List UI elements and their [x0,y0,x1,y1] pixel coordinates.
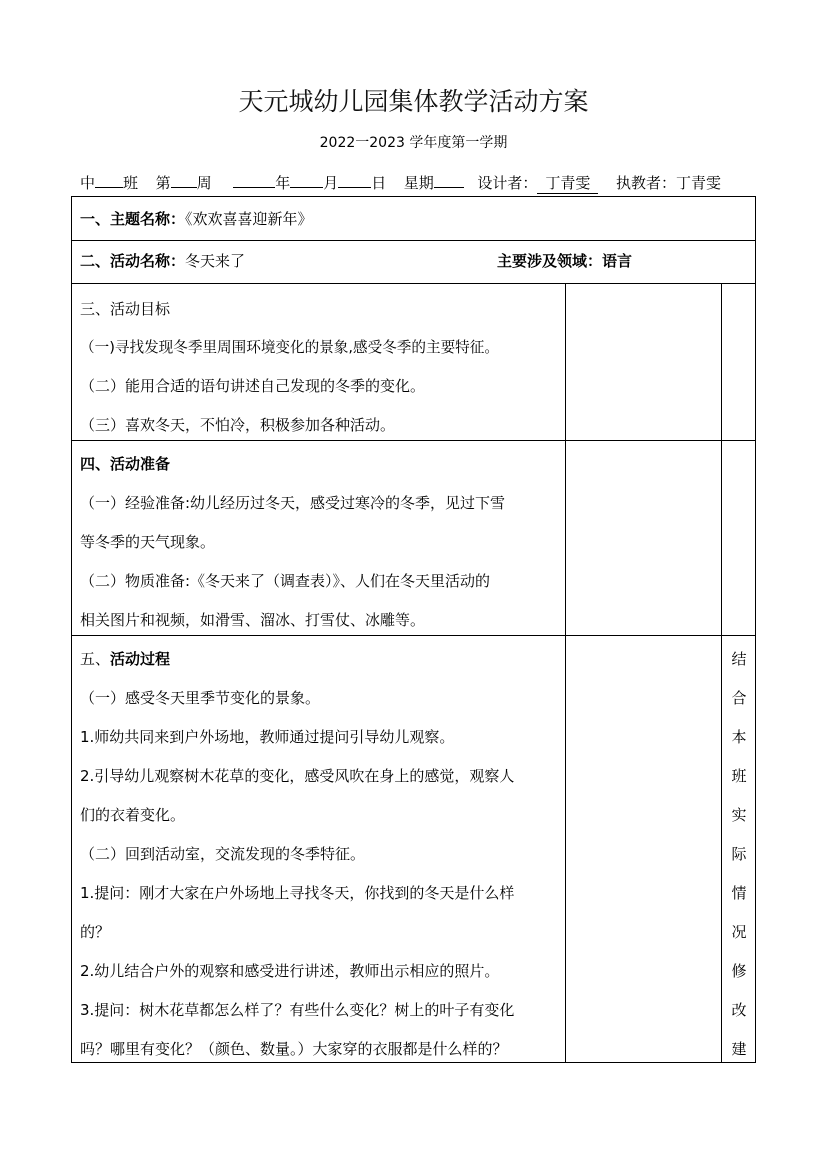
weekday-blank[interactable] [434,172,464,188]
table-border-top [71,196,756,197]
objective-line: （二）能用合适的语句讲述自己发现的冬季的变化。 [80,377,426,395]
process-line: 吗？哪里有变化？（颜色、数量。）大家穿的衣服都是什么样的？ [80,1040,508,1058]
side-note-char: 本 [731,728,747,746]
table-border-bottom [71,1062,756,1063]
theme-value: 《欢欢喜喜迎新年》 [185,210,313,228]
weekday-label: 星期 [403,174,434,192]
row-divider [71,440,756,441]
side-note-char: 修 [731,962,747,980]
day-label: 日 [371,174,387,192]
week-blank[interactable] [171,172,197,188]
side-note-char: 合 [731,689,747,707]
process-line: 2.引导幼儿观察树木花草的变化，感受风吹在身上的感觉，观察人 [80,767,515,785]
theme-row [80,209,313,229]
class-prefix: 中 [80,174,96,192]
preparation-line: 相关图片和视频，如滑雪、溜冰、打雪仗、冰雕等。 [80,611,426,629]
objectives-heading: 三、活动目标 [80,300,171,318]
domain-label: 主要涉及领域： [497,252,603,270]
year-blank[interactable] [233,172,275,188]
activity-row [80,251,245,271]
row-divider [71,635,756,636]
class-suffix: 班 [123,174,139,192]
process-line: （二）回到活动室，交流发现的冬季特征。 [80,845,366,863]
table-border-left [71,196,72,1063]
year-label: 年 [275,174,291,192]
side-note-char: 班 [731,767,747,785]
month-label: 月 [323,174,339,192]
row-divider [71,240,756,241]
process-line: 3.提问：树木花草都怎么样了？有些什么变化？树上的叶子有变化 [80,1001,515,1019]
side-note [722,649,756,1078]
row-divider [71,283,756,284]
designer-label: 设计者： [477,174,538,192]
info-line [80,172,760,194]
document-subtitle: 2022一2023 学年度第一学期 [319,135,508,151]
process-line: 们的衣着变化。 [80,806,186,824]
process-line: 2.幼儿结合户外的观察和感受进行讲述，教师出示相应的照片。 [80,962,500,980]
side-note-char: 实 [731,806,747,824]
theme-label: 一、主题名称： [80,210,186,228]
activity-name-label: 二、活动名称： [80,252,186,270]
side-note-char: 结 [731,650,747,668]
week-suffix: 周 [196,174,212,192]
side-note-char: 改 [731,1001,747,1019]
day-blank[interactable] [338,172,371,188]
preparation-line: （二）物质准备:《冬天来了（调查表）》、人们在冬天里活动的 [80,572,491,590]
process-line: 1.提问：刚才大家在户外场地上寻找冬天，你找到的冬天是什么样 [80,884,515,902]
activity-name-value: 冬天来了 [185,252,246,270]
objective-line: （三）喜欢冬天，不怕冷，积极参加各种活动。 [80,416,396,434]
teacher-name: 丁青雯 [675,174,721,192]
side-note-char: 际 [731,845,747,863]
process-heading [80,649,170,669]
domain-value: 语言 [602,252,633,270]
preparation-line: 等冬季的天气现象。 [80,533,216,551]
process-line: （一）感受冬天里季节变化的景象。 [80,689,321,707]
process-heading-text: 活动过程 [110,650,171,668]
process-line: 的？ [80,923,111,941]
side-note-char: 况 [731,923,747,941]
side-note-char: 建 [731,1040,747,1058]
teacher-label: 执教者： [615,174,676,192]
process-line: 1.师幼共同来到户外场地，教师通过提问引导幼儿观察。 [80,728,455,746]
preparation-line: （一）经验准备:幼儿经历过冬天，感受过寒冷的冬季，见过下雪 [80,494,506,512]
class-blank[interactable] [95,172,123,188]
week-prefix: 第 [155,174,171,192]
designer-name: 丁青雯 [537,173,598,194]
domain-row [497,251,632,271]
objective-line: （一)寻找发现冬季里周围环境变化的景象,感受冬季的主要特征。 [80,339,499,356]
month-blank[interactable] [290,172,323,188]
plan-table [71,196,756,1063]
side-note-char: 情 [731,884,747,902]
process-heading-prefix: 五、 [80,650,111,668]
document-title: 天元城幼儿园集体教学活动方案 [238,87,589,116]
column-divider [565,283,566,1063]
preparation-heading: 四、活动准备 [80,455,171,473]
